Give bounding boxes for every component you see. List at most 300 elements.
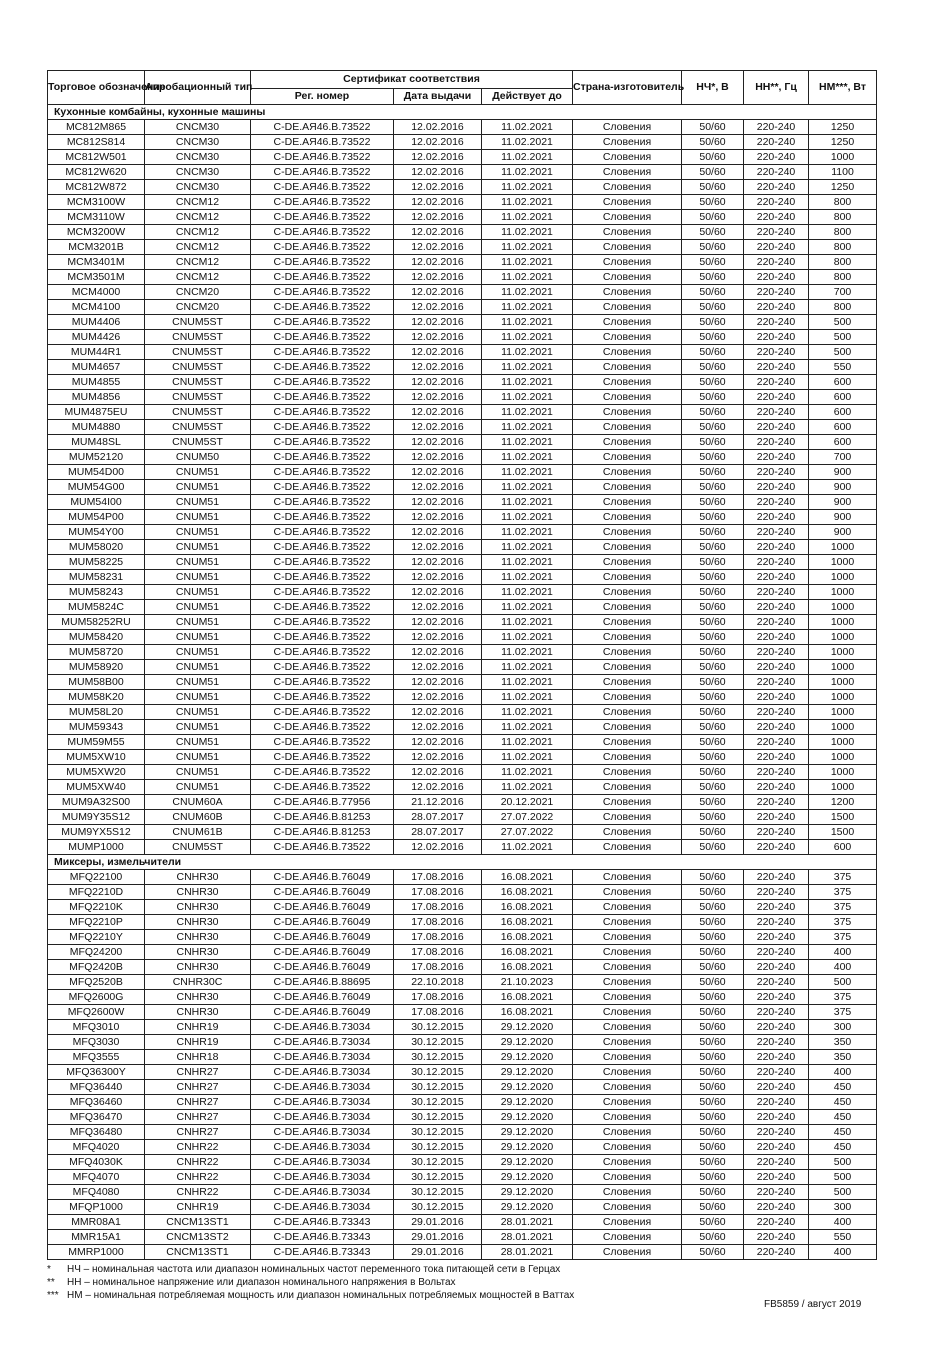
cell-approbation-type: CNUM51 [145, 780, 251, 795]
cell-issue-date: 29.01.2016 [394, 1245, 482, 1260]
cell-trade-name: MUM58225 [48, 555, 145, 570]
cell-reg-number: C-DE.АЯ46.В.73522 [251, 285, 394, 300]
cell-power: 1200 [809, 795, 877, 810]
cell-trade-name: MFQ3030 [48, 1035, 145, 1050]
cell-approbation-type: CNCM30 [145, 180, 251, 195]
cell-issue-date: 12.02.2016 [394, 240, 482, 255]
cell-trade-name: MFQ4080 [48, 1185, 145, 1200]
cell-country: Словения [573, 600, 682, 615]
cell-trade-name: MUM4426 [48, 330, 145, 345]
cell-voltage: 220-240 [744, 375, 809, 390]
cell-frequency: 50/60 [682, 690, 744, 705]
cell-voltage: 220-240 [744, 330, 809, 345]
cell-voltage: 220-240 [744, 705, 809, 720]
cell-frequency: 50/60 [682, 510, 744, 525]
cell-frequency: 50/60 [682, 495, 744, 510]
cell-reg-number: C-DE.АЯ46.В.73034 [251, 1035, 394, 1050]
cell-frequency: 50/60 [682, 465, 744, 480]
cell-voltage: 220-240 [744, 660, 809, 675]
table-row [48, 975, 877, 990]
cell-trade-name: MUM58720 [48, 645, 145, 660]
cell-issue-date: 12.02.2016 [394, 210, 482, 225]
cell-country: Словения [573, 405, 682, 420]
cell-voltage: 220-240 [744, 345, 809, 360]
cell-issue-date: 28.07.2017 [394, 825, 482, 840]
table-row [48, 780, 877, 795]
cell-valid-until: 11.02.2021 [482, 615, 573, 630]
cell-country: Словения [573, 525, 682, 540]
cell-reg-number: C-DE.АЯ46.В.73522 [251, 780, 394, 795]
cell-trade-name: MC812S814 [48, 135, 145, 150]
cell-power: 1000 [809, 735, 877, 750]
cell-voltage: 220-240 [744, 870, 809, 885]
table-row [48, 135, 877, 150]
cell-issue-date: 12.02.2016 [394, 285, 482, 300]
cell-approbation-type: CNUM51 [145, 600, 251, 615]
cell-approbation-type: CNHR19 [145, 1200, 251, 1215]
cell-frequency: 50/60 [682, 885, 744, 900]
cell-country: Словения [573, 615, 682, 630]
cell-frequency: 50/60 [682, 390, 744, 405]
cell-voltage: 220-240 [744, 150, 809, 165]
cell-issue-date: 12.02.2016 [394, 420, 482, 435]
footnote-mark: *** [47, 1290, 59, 1301]
cell-voltage: 220-240 [744, 1215, 809, 1230]
cell-reg-number: C-DE.АЯ46.В.73522 [251, 510, 394, 525]
cell-approbation-type: CNHR22 [145, 1170, 251, 1185]
cell-approbation-type: CNHR30 [145, 870, 251, 885]
cell-voltage: 220-240 [744, 840, 809, 855]
cell-reg-number: C-DE.АЯ46.В.73034 [251, 1125, 394, 1140]
cell-voltage: 220-240 [744, 750, 809, 765]
cell-reg-number: C-DE.АЯ46.В.73522 [251, 615, 394, 630]
table-row [48, 270, 877, 285]
cell-issue-date: 12.02.2016 [394, 720, 482, 735]
cell-reg-number: C-DE.АЯ46.В.73522 [251, 360, 394, 375]
cell-voltage: 220-240 [744, 1200, 809, 1215]
cell-power: 400 [809, 1245, 877, 1260]
table-row [48, 840, 877, 855]
cell-issue-date: 12.02.2016 [394, 765, 482, 780]
cell-valid-until: 29.12.2020 [482, 1155, 573, 1170]
cell-power: 500 [809, 345, 877, 360]
cell-valid-until: 16.08.2021 [482, 900, 573, 915]
cell-issue-date: 17.08.2016 [394, 990, 482, 1005]
cell-voltage: 220-240 [744, 990, 809, 1005]
cell-power: 1000 [809, 660, 877, 675]
cell-country: Словения [573, 645, 682, 660]
cell-approbation-type: CNUM51 [145, 615, 251, 630]
cell-valid-until: 11.02.2021 [482, 660, 573, 675]
cell-valid-until: 29.12.2020 [482, 1095, 573, 1110]
table-row [48, 1155, 877, 1170]
table-row [48, 180, 877, 195]
cell-approbation-type: CNCM20 [145, 300, 251, 315]
cell-issue-date: 12.02.2016 [394, 735, 482, 750]
cell-country: Словения [573, 420, 682, 435]
cell-approbation-type: CNCM20 [145, 285, 251, 300]
cell-valid-until: 11.02.2021 [482, 690, 573, 705]
cell-power: 600 [809, 420, 877, 435]
cell-issue-date: 17.08.2016 [394, 945, 482, 960]
cell-voltage: 220-240 [744, 435, 809, 450]
table-row [48, 165, 877, 180]
table-row [48, 555, 877, 570]
cell-issue-date: 12.02.2016 [394, 480, 482, 495]
cell-country: Словения [573, 375, 682, 390]
cell-voltage: 220-240 [744, 825, 809, 840]
table-row [48, 885, 877, 900]
cell-power: 1000 [809, 690, 877, 705]
cell-power: 400 [809, 1215, 877, 1230]
cell-trade-name: MUM58020 [48, 540, 145, 555]
cell-frequency: 50/60 [682, 360, 744, 375]
cell-reg-number: C-DE.АЯ46.В.73522 [251, 150, 394, 165]
cell-reg-number: C-DE.АЯ46.В.73522 [251, 135, 394, 150]
footnote-text: НЧ – номинальная частота или диапазон номинальных частот переменного тока питающей сети в Герцах [67, 1264, 561, 1275]
cell-trade-name: MFQ2210D [48, 885, 145, 900]
table-row [48, 510, 877, 525]
cell-reg-number: C-DE.АЯ46.В.73034 [251, 1080, 394, 1095]
table-row [48, 495, 877, 510]
table-row [48, 1065, 877, 1080]
cell-issue-date: 30.12.2015 [394, 1140, 482, 1155]
cell-country: Словения [573, 555, 682, 570]
cell-approbation-type: CNUM51 [145, 690, 251, 705]
cell-voltage: 220-240 [744, 1050, 809, 1065]
cell-reg-number: C-DE.АЯ46.В.73522 [251, 240, 394, 255]
cell-reg-number: C-DE.АЯ46.В.73522 [251, 600, 394, 615]
cell-frequency: 50/60 [682, 180, 744, 195]
cell-approbation-type: CNCM12 [145, 270, 251, 285]
cell-trade-name: MUM4856 [48, 390, 145, 405]
table-row [48, 615, 877, 630]
cell-voltage: 220-240 [744, 615, 809, 630]
cell-voltage: 220-240 [744, 795, 809, 810]
cell-issue-date: 17.08.2016 [394, 900, 482, 915]
cell-approbation-type: CNUM5ST [145, 840, 251, 855]
cell-trade-name: MCM3100W [48, 195, 145, 210]
cell-trade-name: MC812W620 [48, 165, 145, 180]
cell-frequency: 50/60 [682, 720, 744, 735]
cell-country: Словения [573, 570, 682, 585]
cell-voltage: 220-240 [744, 960, 809, 975]
cell-voltage: 220-240 [744, 135, 809, 150]
cell-issue-date: 30.12.2015 [394, 1125, 482, 1140]
cell-power: 550 [809, 360, 877, 375]
cell-country: Словения [573, 360, 682, 375]
cell-valid-until: 29.12.2020 [482, 1065, 573, 1080]
table-row [48, 300, 877, 315]
cell-approbation-type: CNUM51 [145, 525, 251, 540]
table-row [48, 1140, 877, 1155]
cell-reg-number: C-DE.АЯ46.В.73522 [251, 555, 394, 570]
cell-approbation-type: CNHR30 [145, 945, 251, 960]
cell-frequency: 50/60 [682, 240, 744, 255]
cell-frequency: 50/60 [682, 525, 744, 540]
cell-valid-until: 29.12.2020 [482, 1050, 573, 1065]
cell-voltage: 220-240 [744, 540, 809, 555]
cell-voltage: 220-240 [744, 975, 809, 990]
cell-frequency: 50/60 [682, 1035, 744, 1050]
cell-issue-date: 30.12.2015 [394, 1185, 482, 1200]
cell-voltage: 220-240 [744, 675, 809, 690]
cell-reg-number: C-DE.АЯ46.В.73522 [251, 720, 394, 735]
cell-country: Словения [573, 180, 682, 195]
cell-valid-until: 11.02.2021 [482, 840, 573, 855]
cell-valid-until: 27.07.2022 [482, 810, 573, 825]
table-row [48, 390, 877, 405]
cell-reg-number: C-DE.АЯ46.В.73522 [251, 705, 394, 720]
table-row [48, 930, 877, 945]
table-row [48, 1200, 877, 1215]
cell-issue-date: 30.12.2015 [394, 1155, 482, 1170]
cell-frequency: 50/60 [682, 435, 744, 450]
table-row [48, 465, 877, 480]
cell-country: Словения [573, 870, 682, 885]
cell-country: Словения [573, 840, 682, 855]
cell-frequency: 50/60 [682, 150, 744, 165]
table-row [48, 945, 877, 960]
cell-power: 1250 [809, 120, 877, 135]
certificate-table [47, 70, 877, 1260]
cell-trade-name: MCM3401M [48, 255, 145, 270]
cell-voltage: 220-240 [744, 405, 809, 420]
cell-reg-number: C-DE.АЯ46.В.73522 [251, 630, 394, 645]
cell-approbation-type: CNUM5ST [145, 405, 251, 420]
cell-issue-date: 30.12.2015 [394, 1110, 482, 1125]
cell-country: Словения [573, 1005, 682, 1020]
cell-approbation-type: CNUM5ST [145, 390, 251, 405]
cell-country: Словения [573, 1245, 682, 1260]
cell-frequency: 50/60 [682, 1050, 744, 1065]
cell-trade-name: MFQ3010 [48, 1020, 145, 1035]
cell-frequency: 50/60 [682, 270, 744, 285]
cell-reg-number: C-DE.АЯ46.В.73034 [251, 1140, 394, 1155]
cell-power: 500 [809, 1170, 877, 1185]
cell-issue-date: 12.02.2016 [394, 255, 482, 270]
cell-voltage: 220-240 [744, 1035, 809, 1050]
cell-frequency: 50/60 [682, 570, 744, 585]
cell-approbation-type: CNUM51 [145, 765, 251, 780]
cell-voltage: 220-240 [744, 225, 809, 240]
cell-trade-name: MFQ2420B [48, 960, 145, 975]
cell-voltage: 220-240 [744, 525, 809, 540]
table-row [48, 360, 877, 375]
cell-country: Словения [573, 975, 682, 990]
cell-approbation-type: CNUM5ST [145, 345, 251, 360]
cell-power: 900 [809, 495, 877, 510]
cell-voltage: 220-240 [744, 900, 809, 915]
section-row [48, 105, 877, 120]
cell-approbation-type: CNUM51 [145, 570, 251, 585]
cell-reg-number: C-DE.АЯ46.В.73522 [251, 750, 394, 765]
footnote-3 [47, 1289, 574, 1302]
cell-frequency: 50/60 [682, 750, 744, 765]
table-row [48, 585, 877, 600]
cell-trade-name: MFQ36440 [48, 1080, 145, 1095]
table-row [48, 1170, 877, 1185]
cell-power: 1000 [809, 750, 877, 765]
table-row [48, 255, 877, 270]
cell-country: Словения [573, 330, 682, 345]
cell-approbation-type: CNHR18 [145, 1050, 251, 1065]
cell-frequency: 50/60 [682, 585, 744, 600]
header-reg-number: Рег. номер [251, 89, 394, 105]
cell-approbation-type: CNUM60B [145, 810, 251, 825]
cell-voltage: 220-240 [744, 1185, 809, 1200]
cell-reg-number: C-DE.АЯ46.В.73522 [251, 765, 394, 780]
cell-trade-name: MCM3201B [48, 240, 145, 255]
cell-trade-name: MFQ4030K [48, 1155, 145, 1170]
cell-frequency: 50/60 [682, 615, 744, 630]
cell-frequency: 50/60 [682, 660, 744, 675]
cell-valid-until: 11.02.2021 [482, 450, 573, 465]
cell-country: Словения [573, 795, 682, 810]
cell-country: Словения [573, 1065, 682, 1080]
cell-frequency: 50/60 [682, 915, 744, 930]
cell-frequency: 50/60 [682, 810, 744, 825]
cell-trade-name: MUM9A32S00 [48, 795, 145, 810]
cell-power: 1500 [809, 825, 877, 840]
cell-valid-until: 16.08.2021 [482, 945, 573, 960]
cell-issue-date: 12.02.2016 [394, 300, 482, 315]
cell-power: 1250 [809, 180, 877, 195]
table-row [48, 810, 877, 825]
table-row [48, 675, 877, 690]
cell-reg-number: C-DE.АЯ46.В.73522 [251, 645, 394, 660]
cell-trade-name: MUM59343 [48, 720, 145, 735]
header-frequency: НЧ*, В [682, 71, 744, 105]
table-row [48, 705, 877, 720]
cell-power: 900 [809, 480, 877, 495]
cell-reg-number: C-DE.АЯ46.В.76049 [251, 945, 394, 960]
header-trade-name: Торговое обозначение [48, 71, 145, 105]
cell-valid-until: 16.08.2021 [482, 870, 573, 885]
cell-power: 375 [809, 990, 877, 1005]
cell-frequency: 50/60 [682, 675, 744, 690]
cell-country: Словения [573, 735, 682, 750]
cell-valid-until: 11.02.2021 [482, 360, 573, 375]
cell-trade-name: MCM4000 [48, 285, 145, 300]
cell-country: Словения [573, 165, 682, 180]
cell-approbation-type: CNUM51 [145, 630, 251, 645]
cell-reg-number: C-DE.АЯ46.В.76049 [251, 915, 394, 930]
cell-country: Словения [573, 300, 682, 315]
cell-voltage: 220-240 [744, 1110, 809, 1125]
cell-country: Словения [573, 750, 682, 765]
cell-issue-date: 17.08.2016 [394, 930, 482, 945]
cell-voltage: 220-240 [744, 120, 809, 135]
cell-country: Словения [573, 900, 682, 915]
cell-reg-number: C-DE.АЯ46.В.73522 [251, 660, 394, 675]
cell-valid-until: 16.08.2021 [482, 1005, 573, 1020]
cell-issue-date: 17.08.2016 [394, 870, 482, 885]
cell-issue-date: 30.12.2015 [394, 1035, 482, 1050]
cell-power: 600 [809, 840, 877, 855]
cell-country: Словения [573, 1170, 682, 1185]
cell-valid-until: 11.02.2021 [482, 705, 573, 720]
cell-approbation-type: CNHR19 [145, 1020, 251, 1035]
cell-country: Словения [573, 540, 682, 555]
cell-reg-number: C-DE.АЯ46.В.73522 [251, 540, 394, 555]
cell-valid-until: 11.02.2021 [482, 210, 573, 225]
cell-power: 350 [809, 1035, 877, 1050]
cell-reg-number: C-DE.АЯ46.В.76049 [251, 930, 394, 945]
table-row [48, 960, 877, 975]
cell-approbation-type: CNHR30 [145, 885, 251, 900]
cell-approbation-type: CNUM51 [145, 720, 251, 735]
cell-country: Словения [573, 675, 682, 690]
cell-country: Словения [573, 915, 682, 930]
table-row [48, 720, 877, 735]
table-row [48, 240, 877, 255]
cell-voltage: 220-240 [744, 1095, 809, 1110]
cell-country: Словения [573, 720, 682, 735]
cell-country: Словения [573, 1140, 682, 1155]
cell-reg-number: C-DE.АЯ46.В.73522 [251, 585, 394, 600]
cell-country: Словения [573, 930, 682, 945]
cell-valid-until: 11.02.2021 [482, 630, 573, 645]
table-row [48, 525, 877, 540]
cell-reg-number: C-DE.АЯ46.В.73522 [251, 315, 394, 330]
cell-valid-until: 11.02.2021 [482, 570, 573, 585]
cell-valid-until: 11.02.2021 [482, 495, 573, 510]
cell-issue-date: 12.02.2016 [394, 180, 482, 195]
cell-valid-until: 11.02.2021 [482, 510, 573, 525]
cell-country: Словения [573, 120, 682, 135]
table-row [48, 195, 877, 210]
cell-frequency: 50/60 [682, 1170, 744, 1185]
cell-approbation-type: CNUM51 [145, 555, 251, 570]
cell-issue-date: 12.02.2016 [394, 510, 482, 525]
cell-valid-until: 11.02.2021 [482, 405, 573, 420]
cell-frequency: 50/60 [682, 330, 744, 345]
cell-approbation-type: CNUM51 [145, 465, 251, 480]
cell-trade-name: MUM5824C [48, 600, 145, 615]
table-row [48, 225, 877, 240]
cell-voltage: 220-240 [744, 510, 809, 525]
cell-voltage: 220-240 [744, 570, 809, 585]
cell-approbation-type: CNUM5ST [145, 420, 251, 435]
cell-valid-until: 11.02.2021 [482, 285, 573, 300]
cell-approbation-type: CNCM30 [145, 165, 251, 180]
cell-power: 900 [809, 465, 877, 480]
cell-voltage: 220-240 [744, 1080, 809, 1095]
cell-voltage: 220-240 [744, 495, 809, 510]
cell-approbation-type: CNHR30 [145, 990, 251, 1005]
cell-country: Словения [573, 1110, 682, 1125]
cell-reg-number: C-DE.АЯ46.В.73522 [251, 210, 394, 225]
cell-power: 900 [809, 525, 877, 540]
cell-power: 1000 [809, 705, 877, 720]
table-row [48, 375, 877, 390]
cell-voltage: 220-240 [744, 1155, 809, 1170]
cell-issue-date: 17.08.2016 [394, 1005, 482, 1020]
cell-country: Словения [573, 765, 682, 780]
section-row [48, 855, 877, 870]
cell-power: 375 [809, 930, 877, 945]
cell-voltage: 220-240 [744, 555, 809, 570]
cell-reg-number: C-DE.АЯ46.В.76049 [251, 900, 394, 915]
cell-country: Словения [573, 1200, 682, 1215]
cell-country: Словения [573, 240, 682, 255]
cell-valid-until: 11.02.2021 [482, 345, 573, 360]
cell-issue-date: 12.02.2016 [394, 630, 482, 645]
cell-frequency: 50/60 [682, 555, 744, 570]
cell-trade-name: MUM58252RU [48, 615, 145, 630]
cell-reg-number: C-DE.АЯ46.В.73034 [251, 1065, 394, 1080]
